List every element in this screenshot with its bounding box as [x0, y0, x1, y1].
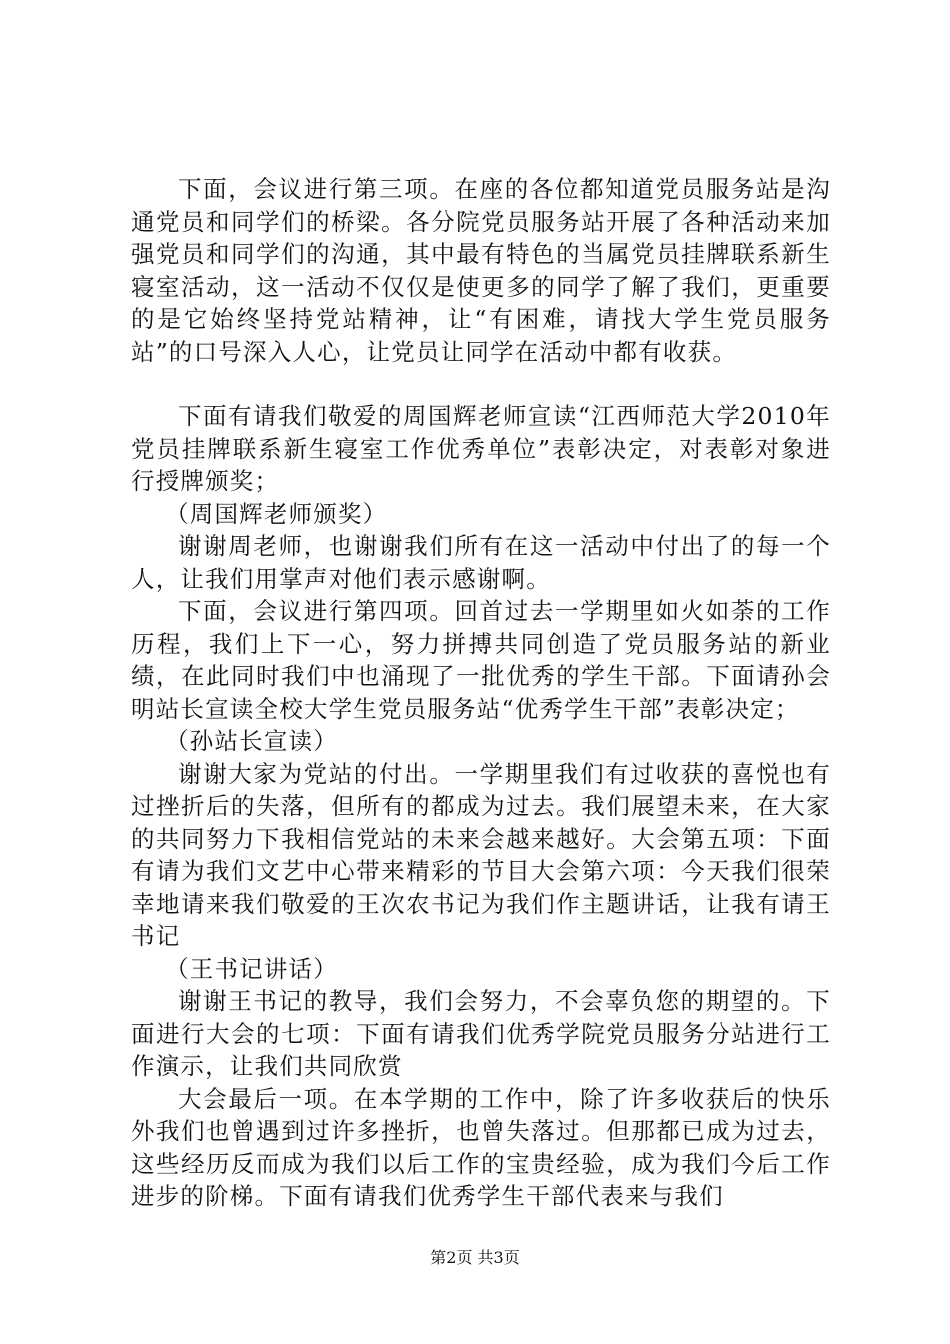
page-footer [0, 1248, 950, 1268]
paragraph-final-item: 大会最后一项。在本学期的工作中，除了许多收获后的快乐外我们也曾遇到过许多挫折，也曾失落过。但那都已成为过去，这些经历反而成为我们以后工作的宝贵经验，成为我们今后工作进步的阶梯。下面有请我们优秀学生干部代表来与我们 [131, 1084, 831, 1210]
paragraph-item-fourth: 下面，会议进行第四项。回首过去一学期里如火如荼的工作历程，我们上下一心，努力拼搏共同创造了党员服务站的新业绩，在此同时我们中也涌现了一批优秀的学生干部。下面请孙会明站长宣读全校大学生党员服务站“优秀学生干部”表彰决定； [131, 597, 831, 723]
paragraph-thanks-secretary: 谢谢王书记的教导，我们会努力，不会辜负您的期望的。下面进行大会的七项：下面有请我们优秀学院党员服务分站进行工作演示，让我们共同欣赏 [131, 987, 831, 1080]
document-body [131, 173, 831, 1213]
paragraph-thanks-everyone: 谢谢大家为党站的付出。一学期里我们有过收获的喜悦也有过挫折后的失落，但所有的都成为过去。我们展望未来，在大家的共同努力下我相信党站的未来会越来越好。大会第五项：下面有请为我们文艺中心带来精彩的节目大会第六项：今天我们很荣幸地请来我们敬爱的王次农书记为我们作主题讲话，让我有请王书记 [131, 759, 831, 950]
page-number: 第2页 共3页 [430, 1248, 520, 1267]
paragraph-commendation-announcement: 下面有请我们敬爱的周国辉老师宣读“江西师范大学2010年党员挂牌联系新生寝室工作优秀单位”表彰决定，对表彰对象进行授牌颁奖； [131, 402, 831, 495]
paragraph-thanks-teacher: 谢谢周老师，也谢谢我们所有在这一活动中付出了的每一个人，让我们用掌声对他们表示感谢啊。 [131, 532, 831, 593]
stage-note-teacher-award: （周国辉老师颁奖） [165, 499, 388, 528]
paragraph-item-third: 下面，会议进行第三项。在座的各位都知道党员服务站是沟通党员和同学们的桥梁。各分院党员服务站开展了各种活动来加强党员和同学们的沟通，其中最有特色的当属党员挂牌联系新生寝室活动，这一活动不仅仅是使更多的同学了解了我们，更重要的是它始终坚持党站精神，让“有困难，请找大学生党员服务站”的口号深入人心，让党员让同学在活动中都有收获。 [131, 175, 831, 366]
stage-note-director-reads: （孙站长宣读） [165, 727, 338, 755]
stage-note-secretary-speech: （王书记讲话） [165, 954, 338, 983]
